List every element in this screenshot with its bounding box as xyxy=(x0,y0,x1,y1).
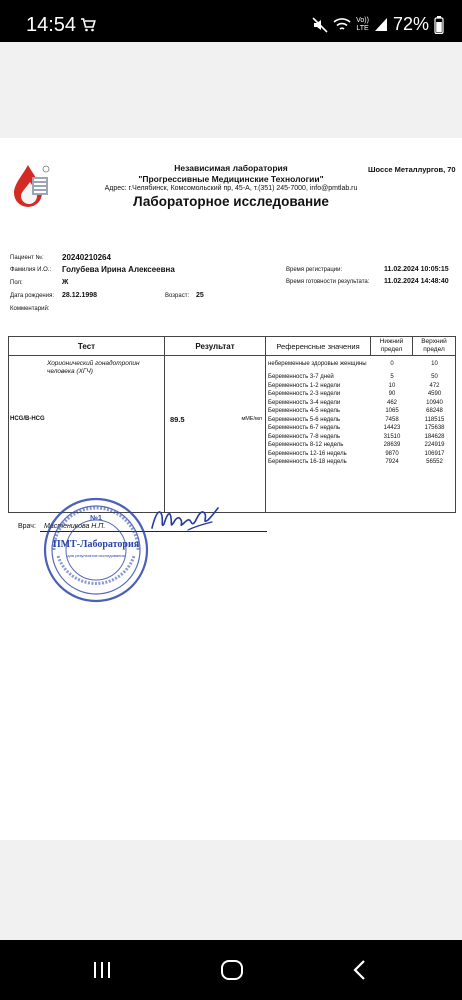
back-icon[interactable] xyxy=(352,959,368,981)
reference-high: 50 xyxy=(431,374,438,380)
status-icons xyxy=(312,14,444,35)
patient-age: 25 xyxy=(196,292,204,299)
reference-high: 106917 xyxy=(424,450,445,457)
branch-address: Шоссе Металлургов, 70 xyxy=(368,165,456,174)
document-viewer[interactable] xyxy=(0,42,462,940)
reference-cell xyxy=(266,356,456,513)
clock: 14:54 xyxy=(26,14,77,36)
results-header-row xyxy=(9,337,456,356)
result-row-hcg xyxy=(9,356,456,513)
reference-label: Беременность 7-8 недель xyxy=(268,433,341,440)
reference-label: Беременность 3-7 дней xyxy=(268,374,334,380)
reference-label: Беременность 12-16 недель xyxy=(268,450,347,457)
reference-label: Беременность 2-3 недели xyxy=(268,391,341,397)
test-cell xyxy=(9,356,165,513)
reference-row xyxy=(266,399,456,408)
patient-age-label: Возраст: xyxy=(165,293,190,299)
reference-label: Беременность 6-7 недель xyxy=(268,425,341,431)
reference-low: 7458 xyxy=(385,416,399,423)
reference-label: небеременные здоровые женщины xyxy=(268,360,367,367)
signature-icon xyxy=(148,502,222,536)
reference-high: 10940 xyxy=(426,399,443,406)
results-table xyxy=(8,336,456,513)
stamp-icon xyxy=(42,496,150,604)
reference-high: 68248 xyxy=(426,408,443,414)
reference-high: 175638 xyxy=(424,425,445,431)
registration-time: 11.02.2024 10:05:15 xyxy=(384,266,449,273)
patient-id: 20240210264 xyxy=(62,253,111,262)
cart-icon xyxy=(80,18,96,32)
reference-table xyxy=(266,356,456,467)
result-unit: мМЕ/мл xyxy=(241,416,262,422)
stamp-main-text: ПМТ-Лаборатория xyxy=(52,539,140,550)
navigation-bar xyxy=(0,940,462,1000)
reference-low: 28639 xyxy=(383,442,401,448)
reference-high: 10 xyxy=(431,360,438,367)
header-reference: Референсные значения xyxy=(266,337,371,356)
home-icon[interactable] xyxy=(220,959,244,981)
patient-dob: 28.12.1998 xyxy=(62,292,98,299)
test-code: HCG/B-HCG xyxy=(10,416,45,422)
mute-icon xyxy=(312,17,328,33)
reference-row xyxy=(266,441,456,450)
status-bar xyxy=(0,0,462,42)
reference-low: 31510 xyxy=(383,433,401,440)
reference-high: 472 xyxy=(429,382,440,389)
reference-low: 462 xyxy=(386,399,397,406)
reference-row xyxy=(266,382,456,391)
reference-high: 118515 xyxy=(424,416,445,423)
reference-row xyxy=(266,416,456,425)
wifi-icon xyxy=(333,17,351,32)
reference-low: 10 xyxy=(388,382,396,389)
battery-percent: 72% xyxy=(392,14,429,34)
reference-low: 90 xyxy=(388,391,396,397)
header-high-limit: Верхний предел xyxy=(413,337,456,356)
signal-icon xyxy=(374,17,388,32)
reference-label: Беременность 8-12 недель xyxy=(268,442,344,448)
reference-label: Беременность 5-6 недель xyxy=(268,416,341,423)
comment-label: Комментарий: xyxy=(10,306,50,312)
reference-row xyxy=(266,390,456,399)
reference-low: 0 xyxy=(390,360,394,367)
registration-time-label: Время регистрации: xyxy=(286,267,343,273)
patient-name-label: Фамилия И.О.: xyxy=(10,267,52,273)
reference-label: Беременность 16-18 недель xyxy=(268,459,347,465)
reference-label: Беременность 4-5 недель xyxy=(268,408,341,414)
lab-address: Адрес: г.Челябинск, Комсомольский пр, 45-А, т.(351) 245-7000, info@pmtlab.ru xyxy=(104,185,358,192)
header-result: Результат xyxy=(165,337,266,356)
test-name: Хорионический гонадотропин человека (ХГЧ) xyxy=(47,360,140,375)
patient-dob-label: Дата рождения: xyxy=(10,293,54,299)
result-cell xyxy=(165,356,266,513)
header-low-limit: Нижний предел xyxy=(371,337,413,356)
report-heading: Лабораторное исследование xyxy=(133,194,329,209)
reference-row xyxy=(266,356,456,373)
reference-low: 1065 xyxy=(385,408,399,414)
ready-time-label: Время готовности результата: xyxy=(286,279,370,285)
result-value: 89.5 xyxy=(170,415,185,424)
network-type: Vo)) LTE xyxy=(356,16,369,32)
reference-row xyxy=(266,450,456,459)
reference-high: 224919 xyxy=(424,442,445,448)
reference-high: 184628 xyxy=(424,433,445,440)
reference-label: Беременность 3-4 недели xyxy=(268,399,341,406)
patient-sex: Ж xyxy=(62,279,69,286)
reference-high: 56552 xyxy=(426,459,443,465)
reference-row xyxy=(266,407,456,416)
patient-name: Голубева Ирина Алексеевна xyxy=(62,265,175,274)
doctor-name: Мастеникова Н.П. xyxy=(44,523,106,530)
stamp-number: №1 xyxy=(90,515,102,522)
lab-report-page xyxy=(0,138,462,840)
battery-icon xyxy=(434,16,444,34)
reference-low: 5 xyxy=(390,374,394,380)
patient-id-label: Пациент №: xyxy=(10,255,44,261)
patient-sex-label: Пол: xyxy=(10,280,23,286)
reference-row xyxy=(266,373,456,382)
ready-time: 11.02.2024 14:48:40 xyxy=(384,278,449,285)
header-test: Тест xyxy=(9,337,165,356)
reference-row xyxy=(266,458,456,467)
reference-label: Беременность 1-2 недели xyxy=(268,382,341,389)
doctor-label: Врач: xyxy=(18,523,36,530)
recent-apps-icon[interactable] xyxy=(92,960,112,980)
lab-name: Независимая лаборатория xyxy=(174,163,288,173)
reference-low: 14423 xyxy=(383,425,401,431)
reference-row xyxy=(266,433,456,442)
reference-row xyxy=(266,424,456,433)
stamp-sub-text: для результатов исследования xyxy=(67,553,125,558)
reference-low: 7924 xyxy=(385,459,399,465)
reference-low: 9870 xyxy=(385,450,399,457)
reference-high: 4590 xyxy=(427,391,442,397)
lab-full-name: "Прогрессивные Медицинские Технологии" xyxy=(138,174,324,184)
